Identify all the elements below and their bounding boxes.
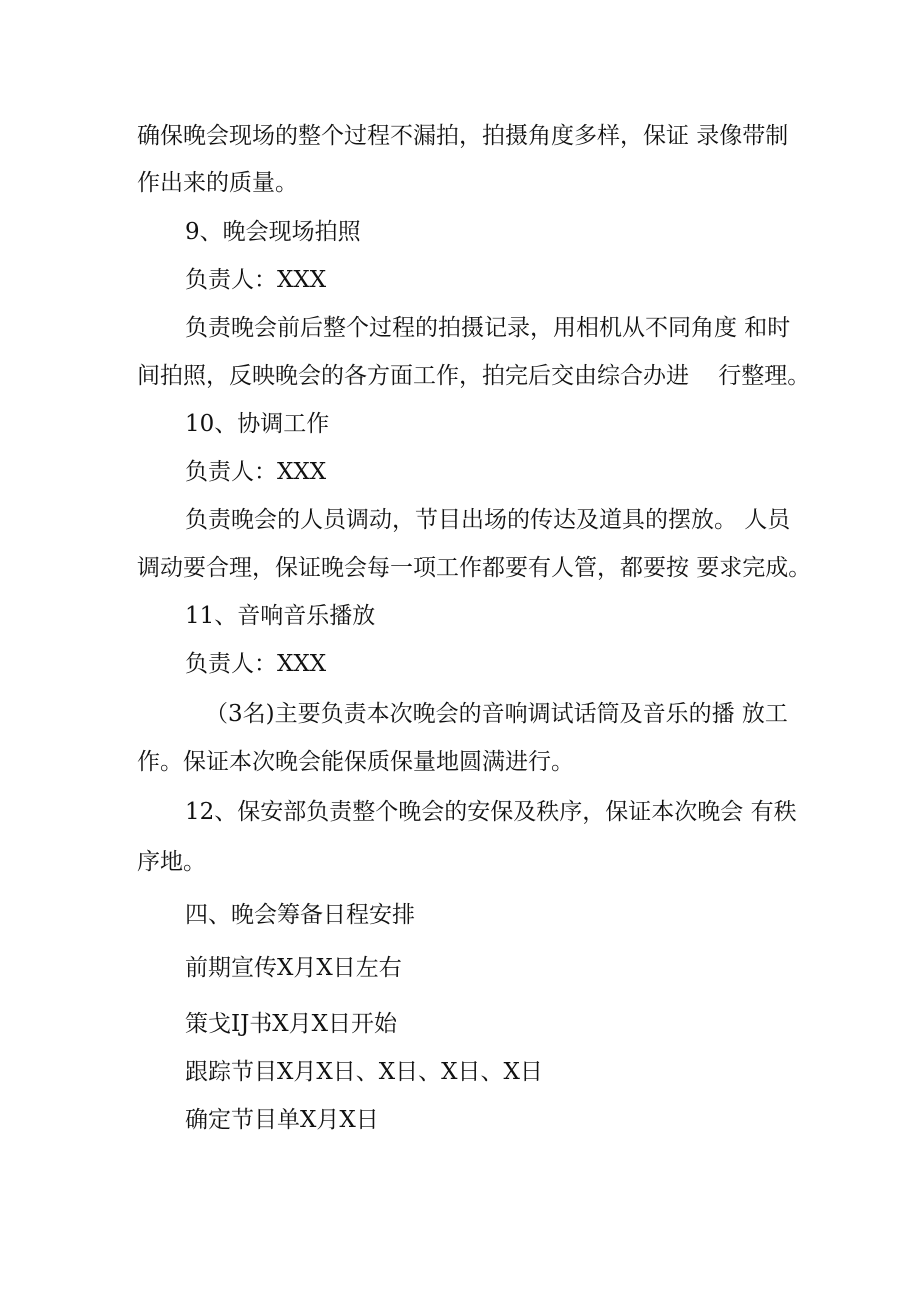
section-heading: 12、保安部负责整个晚会的安保及秩序，保证本次晚会 有秩 bbox=[185, 799, 797, 825]
section-heading: 11、音响音乐播放 bbox=[185, 603, 376, 629]
paragraph-line: 间拍照，反映晚会的各方面工作，拍完后交由综合办进 行整理。 bbox=[137, 363, 811, 389]
paragraph-line: （3名)主要负责本次晚会的音响调试话筒及音乐的播 放工 bbox=[205, 701, 788, 727]
paragraph-line: 作出来的质量。 bbox=[137, 170, 298, 196]
responsible-person: 负责人：XXX bbox=[185, 267, 327, 293]
schedule-item: 跟踪节目X月X日、X日、X日、X日 bbox=[185, 1059, 543, 1085]
paragraph-line: 负责晚会前后整个过程的拍摄记录，用相机从不同角度 和时 bbox=[185, 315, 791, 341]
paragraph-line: 确保晚会现场的整个过程不漏拍，拍摄角度多样，保证 录像带制 bbox=[137, 123, 789, 149]
schedule-item: 确定节目单X月X日 bbox=[185, 1107, 379, 1133]
section-heading: 10、协调工作 bbox=[185, 411, 330, 437]
chapter-heading: 四、晚会筹备日程安排 bbox=[185, 902, 415, 928]
schedule-item: 前期宣传X月X日左右 bbox=[185, 955, 402, 981]
schedule-item: 策戈IJ书X月X日开始 bbox=[185, 1011, 398, 1037]
paragraph-line: 负责晚会的人员调动，节目出场的传达及道具的摆放。 人员 bbox=[185, 507, 791, 533]
section-heading: 9、晚会现场拍照 bbox=[185, 219, 361, 245]
paragraph-line: 作。保证本次晚会能保质保量地圆满进行。 bbox=[137, 749, 574, 775]
paragraph-line: 序地。 bbox=[137, 849, 206, 875]
responsible-person: 负责人：XXX bbox=[185, 459, 327, 485]
responsible-person: 负责人：XXX bbox=[185, 651, 327, 677]
paragraph-line: 调动要合理，保证晚会每一项工作都要有人管，都要按 要求完成。 bbox=[137, 555, 812, 581]
